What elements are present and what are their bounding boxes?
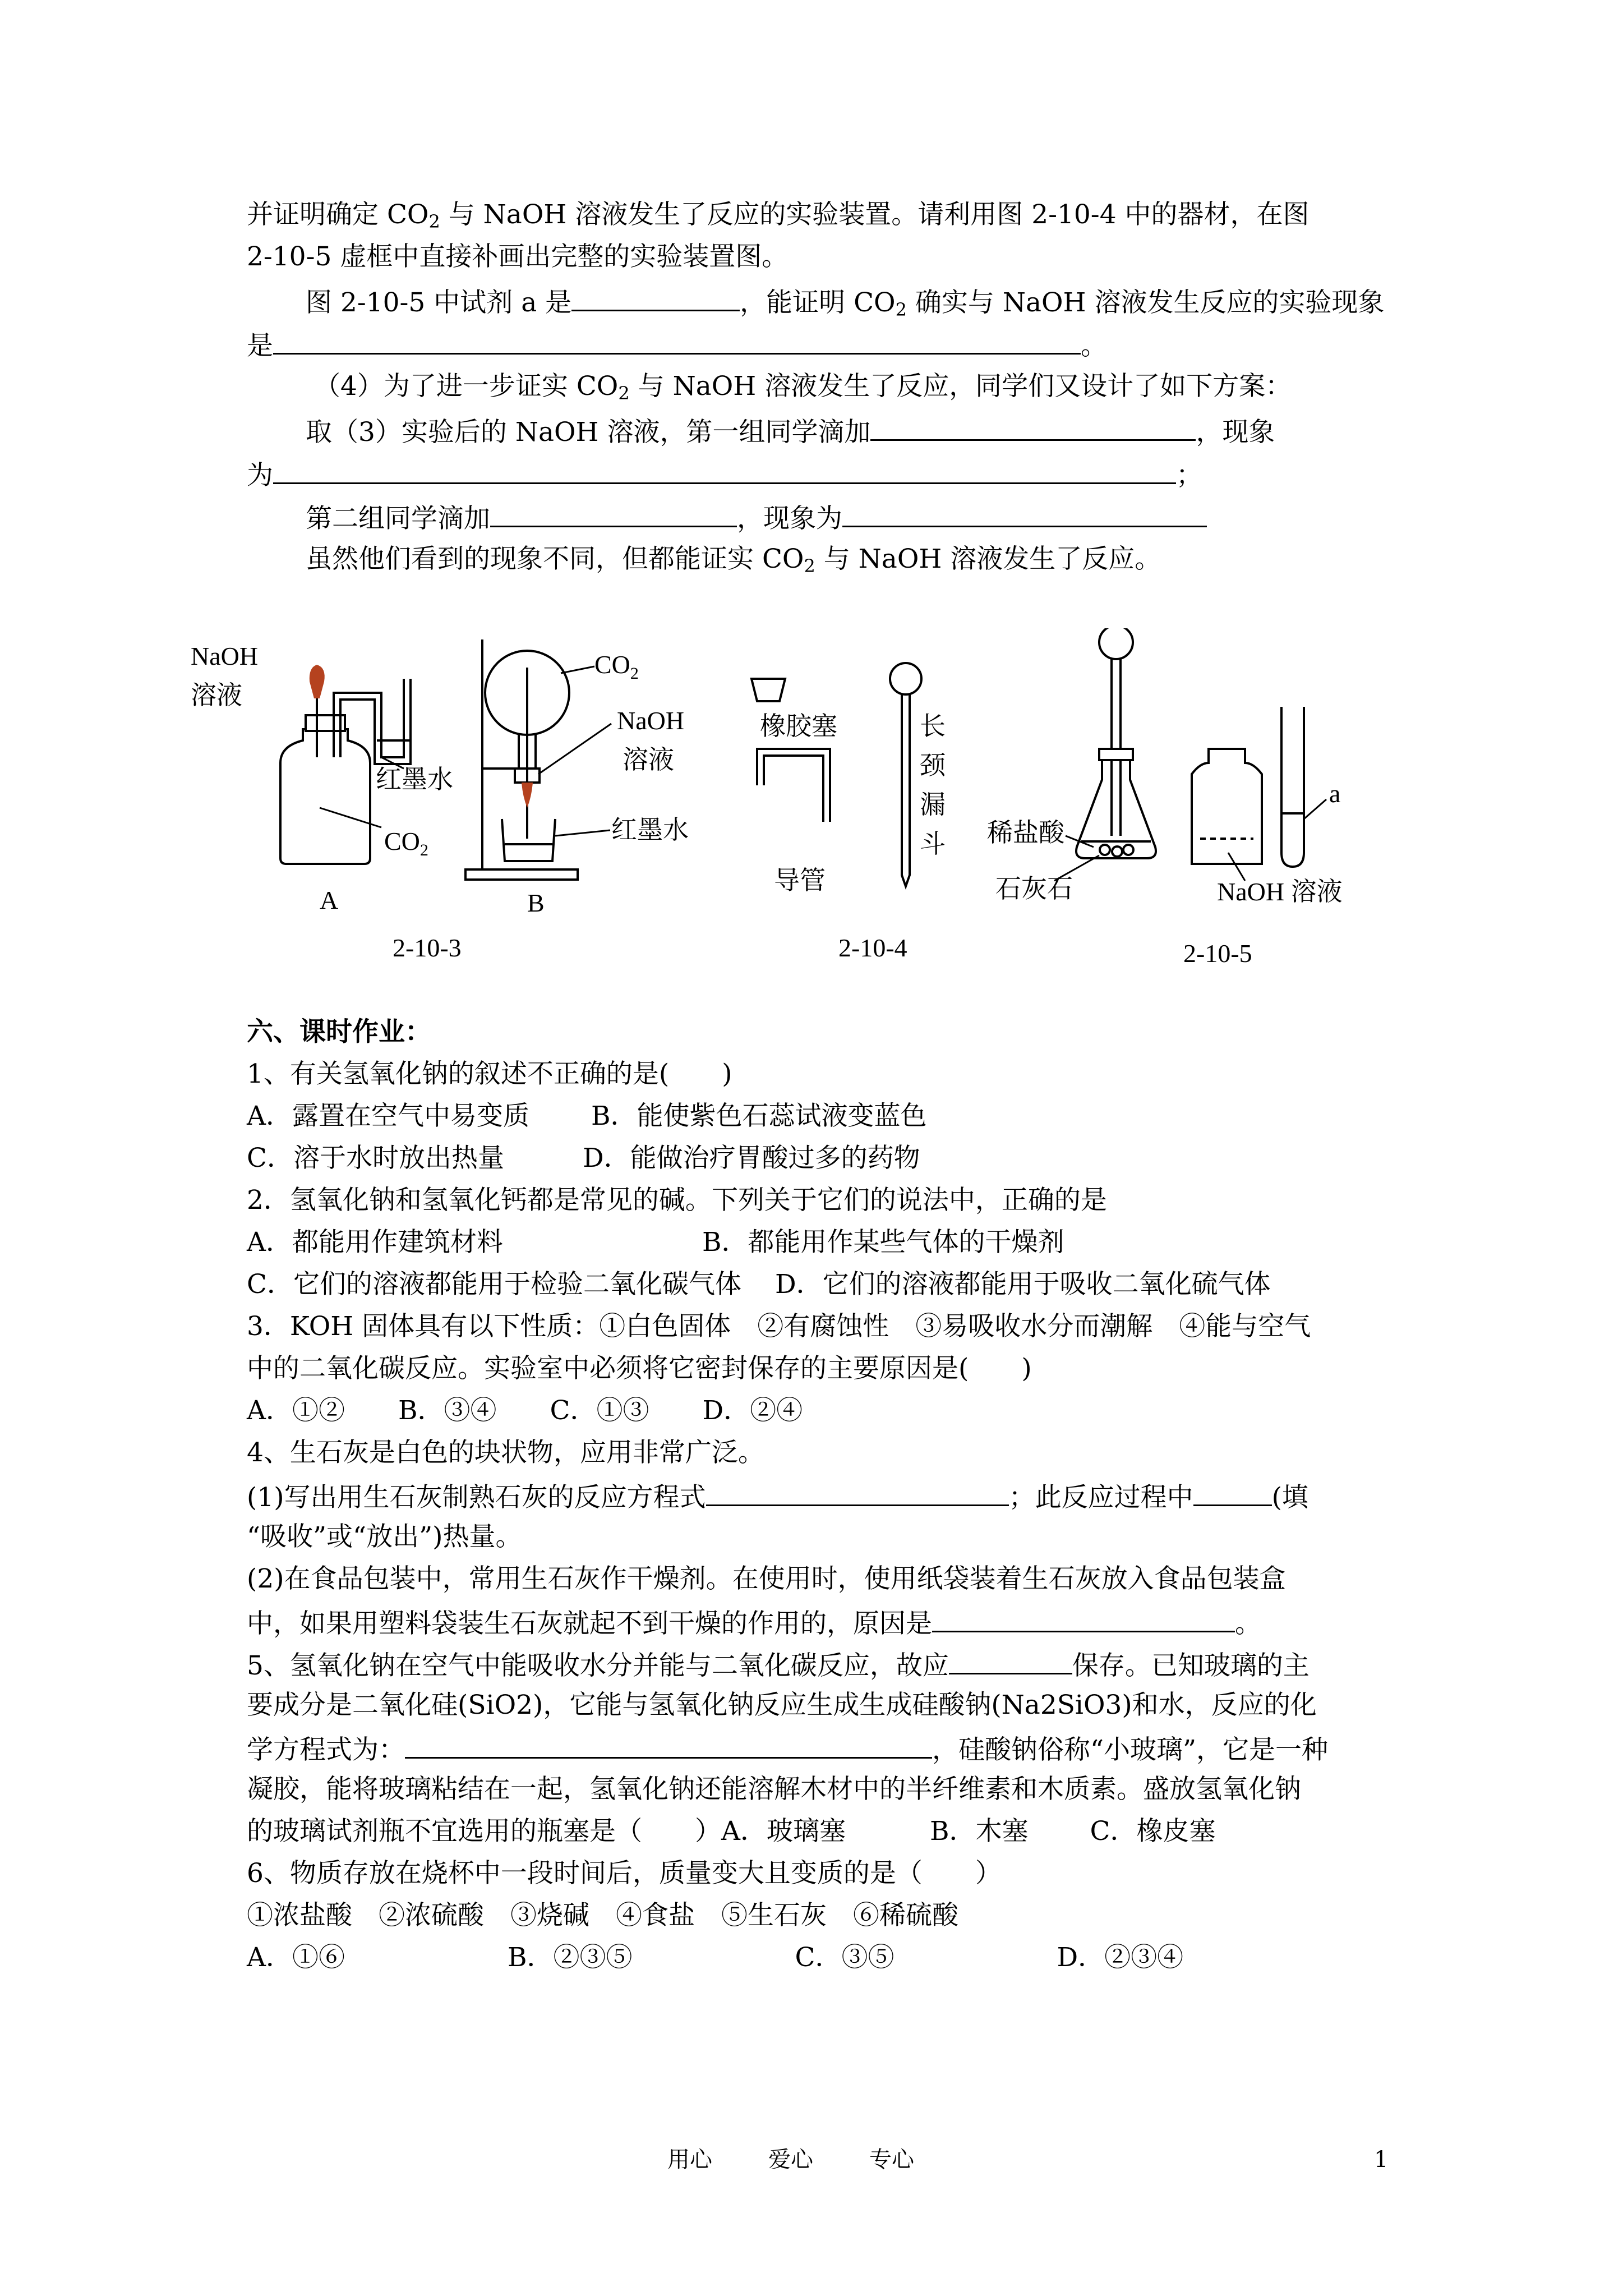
label-stopper: 橡胶塞 bbox=[760, 712, 837, 740]
label-tube: 导管 bbox=[774, 866, 826, 895]
q4-part2-line2: 中，如果用塑料袋装生石灰就起不到干燥的作用的，原因是 。 bbox=[247, 1602, 1261, 1644]
q2-options-cd bbox=[247, 1265, 1271, 1304]
label-funnel-2: 颈 bbox=[920, 751, 946, 780]
label-b-solution: 溶液 bbox=[623, 746, 674, 774]
label-b-co2: $CO_2$ bbox=[594, 650, 639, 683]
label-naoh-solution: NaOH 溶液 bbox=[1217, 877, 1343, 906]
caption-2-10-5: 2-10-5 bbox=[1183, 939, 1252, 968]
q1-stem: 1、有关氢氧化钠的叙述不正确的是( ) bbox=[247, 1059, 732, 1089]
label-a-naoh: NaOH bbox=[191, 642, 259, 670]
q5-line1: 5、氢氧化钠在空气中能吸收水分并能与二氧化碳反应，故应 保存。已知玻璃的主 bbox=[247, 1644, 1310, 1686]
answer-blank[interactable] bbox=[706, 1475, 1009, 1506]
q4-part1-line1: (1)写出用生石灰制熟石灰的反应方程式 ；此反应过程中 (填 bbox=[247, 1475, 1308, 1517]
caption-2-10-4: 2-10-4 bbox=[838, 933, 907, 962]
q6-option-b[interactable]: B．②③⑤ bbox=[507, 1942, 633, 1973]
answer-blank[interactable] bbox=[1193, 1475, 1272, 1506]
q6-items: ①浓盐酸 ②浓硫酸 ③烧碱 ④食盐 ⑤生石灰 ⑥稀硫酸 bbox=[247, 1900, 958, 1931]
q1-options-cd bbox=[247, 1139, 920, 1178]
intro-line-2: 2-10-5 虚框中直接补画出完整的实验装置图。 bbox=[247, 241, 789, 272]
q3-option-b[interactable]: B．③④ bbox=[398, 1395, 497, 1426]
answer-blank[interactable] bbox=[571, 280, 740, 311]
label-limestone: 石灰石 bbox=[995, 875, 1073, 903]
q1-option-a[interactable]: A．露置在空气中易变质 bbox=[247, 1101, 529, 1131]
q4-stem: 4、生石灰是白色的块状物，应用非常广泛。 bbox=[247, 1437, 764, 1468]
intro-line-7: 为 ； bbox=[247, 453, 1202, 495]
q3-stem-2: 中的二氧化碳反应。实验室中必须将它密封保存的主要原因是( ) bbox=[247, 1353, 1032, 1384]
q2-option-b[interactable]: B．都能用作某些气体的干燥剂 bbox=[702, 1227, 1064, 1258]
label-hcl: 稀盐酸 bbox=[987, 818, 1064, 847]
q2-option-a[interactable]: A．都能用作建筑材料 bbox=[247, 1227, 503, 1258]
label-b-red-ink: 红墨水 bbox=[611, 816, 689, 844]
q2-option-c[interactable]: C．它们的溶液都能用于检验二氧化碳气体 bbox=[247, 1269, 741, 1300]
intro-line-5: （4）为了进一步证实 $CO_2$ 与 NaOH 溶液发生了反应，同学们又设计了如下方案： bbox=[314, 371, 1292, 404]
answer-blank[interactable] bbox=[932, 1602, 1235, 1632]
q6-stem: 6、物质存放在烧杯中一段时间后，质量变大且变质的是（ ） bbox=[247, 1858, 1002, 1889]
apparatus-figure bbox=[179, 628, 1447, 976]
q5-line5: 的玻璃试剂瓶不宜选用的瓶塞是（ ）A．玻璃塞 B．木塞 C．橡皮塞 bbox=[247, 1816, 1216, 1847]
q6-options bbox=[247, 1938, 1183, 1977]
answer-blank[interactable] bbox=[949, 1644, 1072, 1674]
q3-option-a[interactable]: A．①② bbox=[247, 1395, 345, 1426]
label-b: B bbox=[527, 889, 545, 917]
label-a-co2: $CO_2$ bbox=[384, 827, 428, 859]
answer-blank[interactable] bbox=[842, 496, 1207, 527]
label-b-naoh: NaOH bbox=[617, 706, 685, 735]
dropper-bulb-icon bbox=[310, 665, 325, 698]
q6-option-c[interactable]: C．③⑤ bbox=[795, 1942, 895, 1973]
q1-option-b[interactable]: B．能使紫色石蕊试液变蓝色 bbox=[591, 1101, 927, 1131]
answer-blank[interactable] bbox=[273, 324, 1081, 355]
q5-option-c[interactable]: C．橡皮塞 bbox=[1090, 1816, 1216, 1847]
q2-option-d[interactable]: D．它们的溶液都能用于吸收二氧化硫气体 bbox=[774, 1269, 1271, 1300]
label-a: A bbox=[320, 886, 339, 914]
q1-option-d[interactable]: D．能做治疗胃酸过多的药物 bbox=[582, 1143, 920, 1174]
q5-option-b[interactable]: B．木塞 bbox=[929, 1816, 1029, 1847]
q5-line4: 凝胶，能将玻璃粘结在一起，氢氧化钠还能溶解木材中的半纤维素和木质素。盛放氢氧化钠 bbox=[247, 1774, 1301, 1805]
answer-blank[interactable] bbox=[405, 1728, 932, 1759]
label-reagent-a: a bbox=[1329, 779, 1341, 808]
label-a-red-ink: 红墨水 bbox=[376, 765, 453, 794]
answer-blank[interactable] bbox=[870, 410, 1196, 441]
q3-option-c[interactable]: C．①③ bbox=[550, 1395, 649, 1426]
apparatus-2-10-5 bbox=[1076, 628, 1304, 867]
intro-line-6: 取（3）实验后的 NaOH 溶液，第一组同学滴加 ，现象 bbox=[306, 410, 1275, 452]
q1-option-c[interactable]: C．溶于水时放出热量 bbox=[247, 1143, 504, 1174]
q3-stem-1: 3．KOH 固体具有以下性质：①白色固体 ②有腐蚀性 ③易吸收水分而潮解 ④能与空气 bbox=[247, 1311, 1311, 1342]
q4-part1-line2: “吸收”或“放出”)热量。 bbox=[247, 1521, 522, 1552]
page-number: 1 bbox=[1374, 2147, 1389, 2173]
label-funnel-3: 漏 bbox=[920, 790, 946, 819]
footer-motto: 用心 爱心 专心 bbox=[667, 2147, 914, 2173]
q6-option-a[interactable]: A．①⑥ bbox=[247, 1942, 345, 1973]
label-funnel-4: 斗 bbox=[920, 830, 946, 858]
label-funnel-1: 长 bbox=[920, 712, 946, 740]
q6-option-d[interactable]: D．②③④ bbox=[1057, 1942, 1184, 1973]
q1-options-ab bbox=[247, 1097, 927, 1136]
answer-blank[interactable] bbox=[273, 453, 1176, 484]
apparatus-2-10-4 bbox=[751, 663, 921, 886]
q3-option-d[interactable]: D．②④ bbox=[702, 1395, 803, 1426]
intro-line-9: 虽然他们看到的现象不同，但都能证实 $CO_2$ 与 NaOH 溶液发生了反应。 bbox=[306, 544, 1161, 577]
q5-line2: 要成分是二氧化硅(SiO2)，它能与氢氧化钠反应生成生成硅酸钠(Na2SiO3)和水，反应的化 bbox=[247, 1690, 1317, 1720]
answer-blank[interactable] bbox=[490, 496, 737, 527]
q2-options-ab bbox=[247, 1223, 1064, 1262]
homework-heading: 六、课时作业： bbox=[247, 1016, 431, 1047]
intro-line-3: 图 2-10-5 中试剂 a 是 ，能证明 $CO_2$ 确实与 NaOH 溶液发生反应的实验现象 bbox=[306, 280, 1384, 329]
dropper-bulb-icon bbox=[522, 783, 533, 808]
intro-line-1: 并证明确定 $CO_2$ 与 NaOH 溶液发生了反应的实验装置。请利用图 2-10-4 中的器材，在图 bbox=[247, 199, 1310, 232]
intro-line-4: 是 。 bbox=[247, 324, 1107, 366]
intro-line-8: 第二组同学滴加 ，现象为 bbox=[306, 496, 1207, 539]
q4-part2-line1: (2)在食品包装中，常用生石灰作干燥剂。在使用时，使用纸袋装着生石灰放入食品包装盒 bbox=[247, 1563, 1286, 1594]
q5-line3: 学方程式为： ，硅酸钠俗称“小玻璃”，它是一种 bbox=[247, 1728, 1328, 1770]
q2-stem: 2．氢氧化钠和氢氧化钙都是常见的碱。下列关于它们的说法中，正确的是 bbox=[247, 1185, 1107, 1216]
q3-options bbox=[247, 1391, 803, 1430]
label-a-solution: 溶液 bbox=[191, 681, 242, 710]
caption-2-10-3: 2-10-3 bbox=[393, 933, 462, 962]
